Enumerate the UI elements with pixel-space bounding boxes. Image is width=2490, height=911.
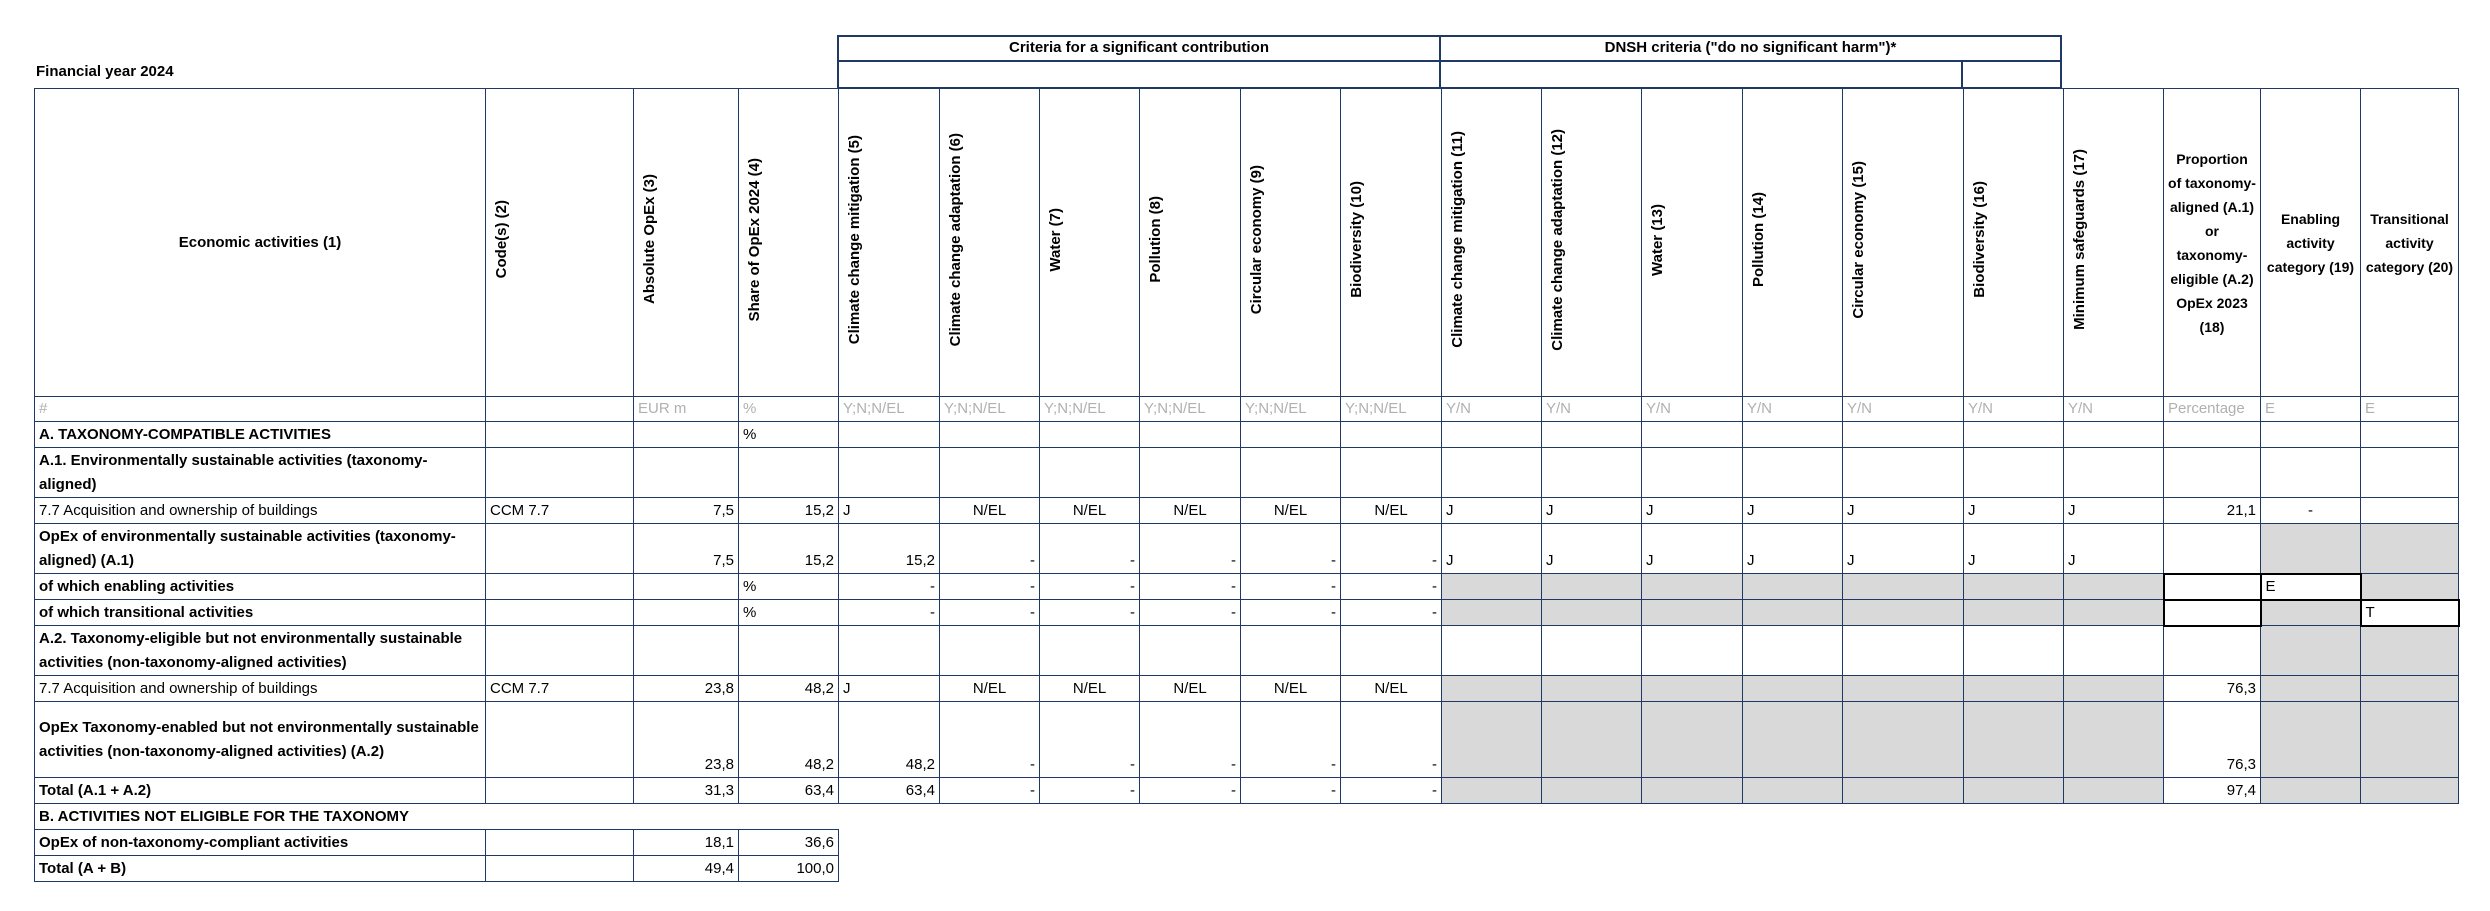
sc-cell: - bbox=[1241, 524, 1341, 574]
sc-cell: N/EL bbox=[940, 498, 1040, 524]
activity-code: CCM 7.7 bbox=[486, 676, 634, 702]
unit-cell: Y;N;N/EL bbox=[1341, 397, 1442, 422]
unit-cell: E bbox=[2261, 397, 2361, 422]
share: % bbox=[739, 574, 839, 600]
share: 15,2 bbox=[739, 524, 839, 574]
activity-name: OpEx of environmentally sustainable activities (taxonomy-aligned) (A.1) bbox=[35, 524, 486, 574]
dnsh-cell: J bbox=[2064, 498, 2164, 524]
unit-cell: EUR m bbox=[634, 397, 739, 422]
sc-cell: N/EL bbox=[940, 676, 1040, 702]
abs-opex: 7,5 bbox=[634, 524, 739, 574]
unit-cell: % bbox=[739, 397, 839, 422]
sc-cell: N/EL bbox=[1241, 676, 1341, 702]
col-enabling: Enabling activity category (19) bbox=[2261, 89, 2361, 397]
unit-cell: E bbox=[2361, 397, 2459, 422]
sc-cell: - bbox=[940, 702, 1040, 778]
table-row bbox=[35, 574, 2459, 600]
sc-cell: - bbox=[1140, 778, 1241, 804]
col-sc-pollution: Pollution (8) bbox=[1140, 89, 1241, 397]
section-a1-row bbox=[35, 448, 2459, 498]
col-dnsh-water: Water (13) bbox=[1642, 89, 1743, 397]
sc-cell: - bbox=[1040, 574, 1140, 600]
section-a-title: A. TAXONOMY-COMPATIBLE ACTIVITIES bbox=[35, 422, 486, 448]
table-row bbox=[35, 778, 2459, 804]
sc-cell: N/EL bbox=[1341, 676, 1442, 702]
col-abs-opex: Absolute OpEx (3) bbox=[634, 89, 739, 397]
section-a-pct: % bbox=[739, 422, 839, 448]
col-dnsh-biodiversity: Biodiversity (16) bbox=[1964, 89, 2064, 397]
sc-cell: N/EL bbox=[1140, 498, 1241, 524]
sc-cell: 48,2 bbox=[839, 702, 940, 778]
abs-opex: 23,8 bbox=[634, 676, 739, 702]
sc-cell: - bbox=[839, 574, 940, 600]
dnsh-cell: J bbox=[1642, 524, 1743, 574]
sc-cell: - bbox=[940, 778, 1040, 804]
col-sc-cca: Climate change adaptation (6) bbox=[940, 89, 1040, 397]
enabling-cell: - bbox=[2261, 498, 2361, 524]
sc-cell: 15,2 bbox=[839, 524, 940, 574]
unit-cell: Y/N bbox=[1743, 397, 1843, 422]
abs-opex: 7,5 bbox=[634, 498, 739, 524]
abs-opex: 23,8 bbox=[634, 702, 739, 778]
dnsh-cell: J bbox=[1542, 524, 1642, 574]
sc-cell: - bbox=[940, 600, 1040, 626]
sc-group-title: Criteria for a significant contribution bbox=[1008, 39, 1270, 56]
transitional-cell: T bbox=[2361, 600, 2459, 626]
financial-year-label: Financial year 2024 bbox=[36, 63, 174, 80]
col-sc-biodiversity: Biodiversity (10) bbox=[1341, 89, 1442, 397]
share: 48,2 bbox=[739, 702, 839, 778]
proportion: 97,4 bbox=[2164, 778, 2261, 804]
col-code: Code(s) (2) bbox=[486, 89, 634, 397]
header-row bbox=[35, 89, 2459, 397]
sc-cell: N/EL bbox=[1241, 498, 1341, 524]
abs-opex: 18,1 bbox=[634, 830, 739, 856]
enabling-cell: E bbox=[2261, 574, 2361, 600]
activity-name: 7.7 Acquisition and ownership of buildings bbox=[35, 498, 486, 524]
sc-cell: - bbox=[1241, 574, 1341, 600]
col-proportion: Proportion of taxonomy-aligned (A.1) or taxonomy-eligible (A.2) OpEx 2023 (18) bbox=[2164, 89, 2261, 397]
sc-cell: - bbox=[1341, 778, 1442, 804]
activity-code: CCM 7.7 bbox=[486, 498, 634, 524]
unit-cell: Y/N bbox=[1964, 397, 2064, 422]
sc-cell: J bbox=[839, 498, 940, 524]
sc-cell: - bbox=[940, 524, 1040, 574]
activity-name: OpEx of non-taxonomy-compliant activities bbox=[35, 830, 486, 856]
dnsh-group-title: DNSH criteria ("do no significant harm")* bbox=[1604, 39, 1897, 56]
col-sc-ccm: Climate change mitigation (5) bbox=[839, 89, 940, 397]
col-activity: Economic activities (1) bbox=[35, 89, 486, 397]
table-row bbox=[35, 856, 2459, 882]
sc-cell: - bbox=[1040, 778, 1140, 804]
proportion: 76,3 bbox=[2164, 702, 2261, 778]
sc-cell: N/EL bbox=[1040, 676, 1140, 702]
share: 63,4 bbox=[739, 778, 839, 804]
share: % bbox=[739, 600, 839, 626]
activity-name: OpEx Taxonomy-enabled but not environmentally sustainable activities (non-taxonomy-aligned activities) (A.2) bbox=[35, 702, 486, 778]
unit-cell: Y;N;N/EL bbox=[1241, 397, 1341, 422]
col-transitional: Transitional activity category (20) bbox=[2361, 89, 2459, 397]
dnsh-cell: J bbox=[1542, 498, 1642, 524]
section-a-row bbox=[35, 422, 2459, 448]
sc-cell: - bbox=[1040, 600, 1140, 626]
activity-name: of which enabling activities bbox=[35, 574, 486, 600]
share: 15,2 bbox=[739, 498, 839, 524]
dnsh-cell: J bbox=[1642, 498, 1743, 524]
unit-cell: Y;N;N/EL bbox=[839, 397, 940, 422]
section-b-row bbox=[35, 804, 2459, 830]
table-row bbox=[35, 676, 2459, 702]
sc-cell: - bbox=[1341, 574, 1442, 600]
dnsh-cell: J bbox=[1743, 498, 1843, 524]
dnsh-cell: J bbox=[1843, 524, 1964, 574]
abs-opex: 49,4 bbox=[634, 856, 739, 882]
proportion: 21,1 bbox=[2164, 498, 2261, 524]
table-row bbox=[35, 702, 2459, 778]
table-row bbox=[35, 498, 2459, 524]
activity-name: Total (A + B) bbox=[35, 856, 486, 882]
sc-cell: - bbox=[839, 600, 940, 626]
unit-cell: Y;N;N/EL bbox=[1040, 397, 1140, 422]
sc-cell: N/EL bbox=[1140, 676, 1241, 702]
dnsh-cell: J bbox=[1964, 498, 2064, 524]
sc-cell: - bbox=[1241, 702, 1341, 778]
unit-cell: Y/N bbox=[1542, 397, 1642, 422]
section-a2-row bbox=[35, 626, 2459, 676]
unit-row bbox=[35, 397, 2459, 422]
dnsh-cell: J bbox=[1442, 498, 1542, 524]
unit-cell: Y/N bbox=[2064, 397, 2164, 422]
taxonomy-opex-table bbox=[34, 88, 2460, 882]
unit-cell: Y/N bbox=[1642, 397, 1743, 422]
col-dnsh-cca: Climate change adaptation (12) bbox=[1542, 89, 1642, 397]
unit-cell: Y/N bbox=[1843, 397, 1964, 422]
col-dnsh-circular: Circular economy (15) bbox=[1843, 89, 1964, 397]
unit-cell: Y/N bbox=[1442, 397, 1542, 422]
section-b-title: B. ACTIVITIES NOT ELIGIBLE FOR THE TAXONOMY bbox=[35, 804, 486, 830]
share: 100,0 bbox=[739, 856, 839, 882]
col-min-safeguards: Minimum safeguards (17) bbox=[2064, 89, 2164, 397]
col-share: Share of OpEx 2024 (4) bbox=[739, 89, 839, 397]
share: 48,2 bbox=[739, 676, 839, 702]
sc-cell: N/EL bbox=[1341, 498, 1442, 524]
dnsh-cell: J bbox=[2064, 524, 2164, 574]
activity-name: of which transitional activities bbox=[35, 600, 486, 626]
sc-cell: - bbox=[1040, 702, 1140, 778]
sc-cell: - bbox=[1140, 524, 1241, 574]
unit-cell bbox=[486, 397, 634, 422]
section-a2-title: A.2. Taxonomy-eligible but not environmentally sustainable activities (non-taxonomy-aligned activities) bbox=[35, 626, 486, 676]
sc-cell: - bbox=[1140, 600, 1241, 626]
col-dnsh-pollution: Pollution (14) bbox=[1743, 89, 1843, 397]
dnsh-cell: J bbox=[1964, 524, 2064, 574]
sc-cell: - bbox=[1341, 600, 1442, 626]
table-row bbox=[35, 524, 2459, 574]
dnsh-cell: J bbox=[1442, 524, 1542, 574]
col-dnsh-ccm: Climate change mitigation (11) bbox=[1442, 89, 1542, 397]
sc-cell: - bbox=[1140, 574, 1241, 600]
unit-cell: Y;N;N/EL bbox=[1140, 397, 1241, 422]
unit-cell: # bbox=[35, 397, 486, 422]
dnsh-group-divider bbox=[1961, 61, 1963, 89]
sc-cell: - bbox=[1140, 702, 1241, 778]
dnsh-cell: J bbox=[1843, 498, 1964, 524]
sc-cell: - bbox=[1040, 524, 1140, 574]
dnsh-cell: J bbox=[1743, 524, 1843, 574]
col-sc-circular: Circular economy (9) bbox=[1241, 89, 1341, 397]
share: 36,6 bbox=[739, 830, 839, 856]
section-a1-title: A.1. Environmentally sustainable activities (taxonomy-aligned) bbox=[35, 448, 486, 498]
sc-cell: 63,4 bbox=[839, 778, 940, 804]
activity-name: 7.7 Acquisition and ownership of buildings bbox=[35, 676, 486, 702]
table-row bbox=[35, 600, 2459, 626]
abs-opex: 31,3 bbox=[634, 778, 739, 804]
sc-cell: - bbox=[1341, 524, 1442, 574]
table-row bbox=[35, 830, 2459, 856]
sc-cell: - bbox=[1341, 702, 1442, 778]
unit-cell: Percentage bbox=[2164, 397, 2261, 422]
col-sc-water: Water (7) bbox=[1040, 89, 1140, 397]
sc-cell: - bbox=[1241, 600, 1341, 626]
sc-cell: - bbox=[940, 574, 1040, 600]
proportion: 76,3 bbox=[2164, 676, 2261, 702]
sc-cell: N/EL bbox=[1040, 498, 1140, 524]
sc-cell: - bbox=[1241, 778, 1341, 804]
activity-name: Total (A.1 + A.2) bbox=[35, 778, 486, 804]
sc-cell: J bbox=[839, 676, 940, 702]
unit-cell: Y;N;N/EL bbox=[940, 397, 1040, 422]
